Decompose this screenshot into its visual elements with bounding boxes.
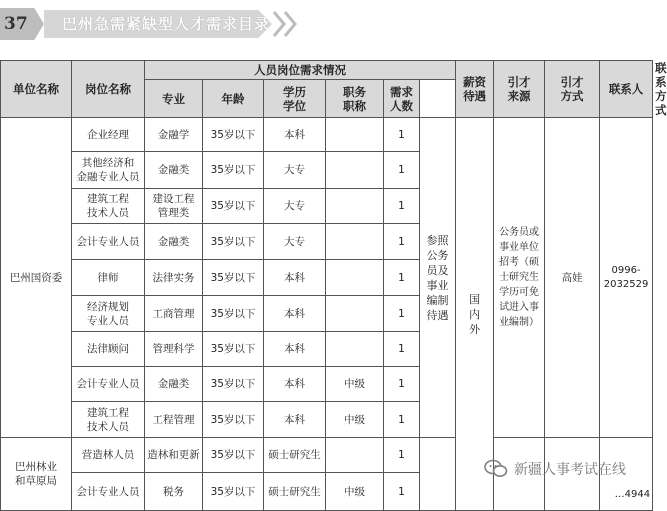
education-cell: 本科: [264, 402, 326, 438]
rank-cell: [326, 189, 384, 224]
salary-cell: [420, 438, 456, 511]
contact-cell: 高娃: [545, 118, 600, 438]
header-title-rank: 职务 职称: [326, 80, 384, 118]
age-cell: 35岁以下: [203, 152, 264, 189]
education-cell: 硕士研究生: [264, 438, 326, 473]
header-education: 学历 学位: [264, 80, 326, 118]
education-cell: 本科: [264, 118, 326, 152]
education-cell: 硕士研究生: [264, 473, 326, 511]
position-cell: 会计专业人员: [72, 367, 145, 402]
major-cell: 工程管理: [145, 402, 203, 438]
chevron-right-icon: [283, 10, 297, 38]
age-cell: 35岁以下: [203, 402, 264, 438]
count-cell: 1: [384, 402, 420, 438]
unit-name: 巴州林业 和草原局: [1, 438, 72, 511]
age-cell: 35岁以下: [203, 224, 264, 260]
major-cell: 工商管理: [145, 296, 203, 332]
count-cell: 1: [384, 118, 420, 152]
watermark-text: 新疆人事考试在线: [514, 462, 626, 478]
count-cell: 1: [384, 189, 420, 224]
demand-table-container: [0, 60, 667, 500]
count-cell: 1: [384, 296, 420, 332]
count-cell: 1: [384, 260, 420, 296]
salary-cell: 参照 公务 员及 事业 编制 待遇: [420, 118, 456, 438]
position-cell: 会计专业人员: [72, 224, 145, 260]
phone-cell: 0996-2032529: [600, 118, 653, 438]
position-cell: 建筑工程 技术人员: [72, 189, 145, 224]
major-cell: 法律实务: [145, 260, 203, 296]
talent-demand-table: 单位名称 岗位名称 人员岗位需求情况 薪资 待遇 引才 来源 引才 方式 联系人 联系方式 专业 年龄 学历 学位 职务 职称 需求 人数 巴州国资委 企业经理 金融学 35岁以下 本科 1 参照 公务 员及 事业 编制 待遇 国 内 外 公务员或 事业单位 招考（硕 士研究生 学历可免 试进入事 业编制） 高娃 0996-2032529 其他经济和 金融专业人员 金融类 35岁以下 大专 1 建筑工程 技术人员 建设工程 管理类 35岁以下 大专 1 会计专业人员 金融类 35岁以下 大专 1 律师 法律实务 35岁以下 本科 1 经济规划 专业人员 工商管理 35岁以下 本科 1 法律顾问 管理科学 35岁以下 本科 1 会计专业人员 金融类 35岁以下 本科 中级 1 建筑工程 技术人员 工程管理 35岁以下 本科 中级 1 巴州林业 和草原局 营造林人员 造林和更新 35岁以下 硕士研究生 1 …4944 会计专业人员 税务 35岁以下 硕士研究生 中级 1: [0, 60, 653, 511]
age-cell: 35岁以下: [203, 296, 264, 332]
table-row: [1, 118, 653, 152]
age-cell: 35岁以下: [203, 118, 264, 152]
count-cell: 1: [384, 438, 420, 473]
rank-cell: [326, 438, 384, 473]
age-cell: 35岁以下: [203, 438, 264, 473]
major-cell: 税务: [145, 473, 203, 511]
header-group: 人员岗位需求情况: [145, 61, 456, 80]
major-cell: 造林和更新: [145, 438, 203, 473]
position-cell: 建筑工程 技术人员: [72, 402, 145, 438]
rank-cell: [326, 332, 384, 367]
major-cell: 金融学: [145, 118, 203, 152]
method-cell: 公务员或 事业单位 招考（硕 士研究生 学历可免 试进入事 业编制）: [494, 118, 545, 438]
count-cell: 1: [384, 367, 420, 402]
major-cell: 金融类: [145, 224, 203, 260]
education-cell: 本科: [264, 296, 326, 332]
rank-cell: [326, 118, 384, 152]
header-contact: 联系人: [600, 61, 653, 118]
count-cell: 1: [384, 224, 420, 260]
header-unit: 单位名称: [1, 61, 72, 118]
major-cell: 建设工程 管理类: [145, 189, 203, 224]
position-cell: 经济规划 专业人员: [72, 296, 145, 332]
wechat-icon: [484, 459, 508, 479]
major-cell: 管理科学: [145, 332, 203, 367]
header-position: 岗位名称: [72, 61, 145, 118]
major-cell: 金融类: [145, 152, 203, 189]
education-cell: 本科: [264, 367, 326, 402]
count-cell: 1: [384, 473, 420, 511]
major-cell: 金融类: [145, 367, 203, 402]
header-method: 引才 方式: [545, 61, 600, 118]
phone-cell: …4944: [600, 438, 653, 511]
position-cell: 律师: [72, 260, 145, 296]
education-cell: 本科: [264, 332, 326, 367]
page-number: 37: [4, 14, 28, 34]
position-cell: 企业经理: [72, 118, 145, 152]
position-cell: 其他经济和 金融专业人员: [72, 152, 145, 189]
source-cell: 国 内 外: [456, 118, 494, 511]
header-count: 需求 人数: [384, 80, 420, 118]
age-cell: 35岁以下: [203, 332, 264, 367]
header-salary: 薪资 待遇: [456, 61, 494, 118]
watermark: [484, 452, 644, 486]
header-major: 专业: [145, 80, 203, 118]
header-source: 引才 来源: [494, 61, 545, 118]
count-cell: 1: [384, 332, 420, 367]
header-age: 年龄: [203, 80, 264, 118]
count-cell: 1: [384, 152, 420, 189]
page-title: 巴州急需紧缺型人才需求目录: [62, 15, 271, 33]
education-cell: 大专: [264, 152, 326, 189]
rank-cell: [326, 296, 384, 332]
rank-cell: 中级: [326, 402, 384, 438]
age-cell: 35岁以下: [203, 367, 264, 402]
position-cell: 会计专业人员: [72, 473, 145, 511]
education-cell: 大专: [264, 189, 326, 224]
rank-cell: [326, 152, 384, 189]
position-cell: 营造林人员: [72, 438, 145, 473]
age-cell: 35岁以下: [203, 260, 264, 296]
rank-cell: [326, 224, 384, 260]
age-cell: 35岁以下: [203, 473, 264, 511]
rank-cell: 中级: [326, 473, 384, 511]
education-cell: 本科: [264, 260, 326, 296]
rank-cell: [326, 260, 384, 296]
education-cell: 大专: [264, 224, 326, 260]
position-cell: 法律顾问: [72, 332, 145, 367]
age-cell: 35岁以下: [203, 189, 264, 224]
rank-cell: 中级: [326, 367, 384, 402]
unit-name: 巴州国资委: [1, 118, 72, 438]
